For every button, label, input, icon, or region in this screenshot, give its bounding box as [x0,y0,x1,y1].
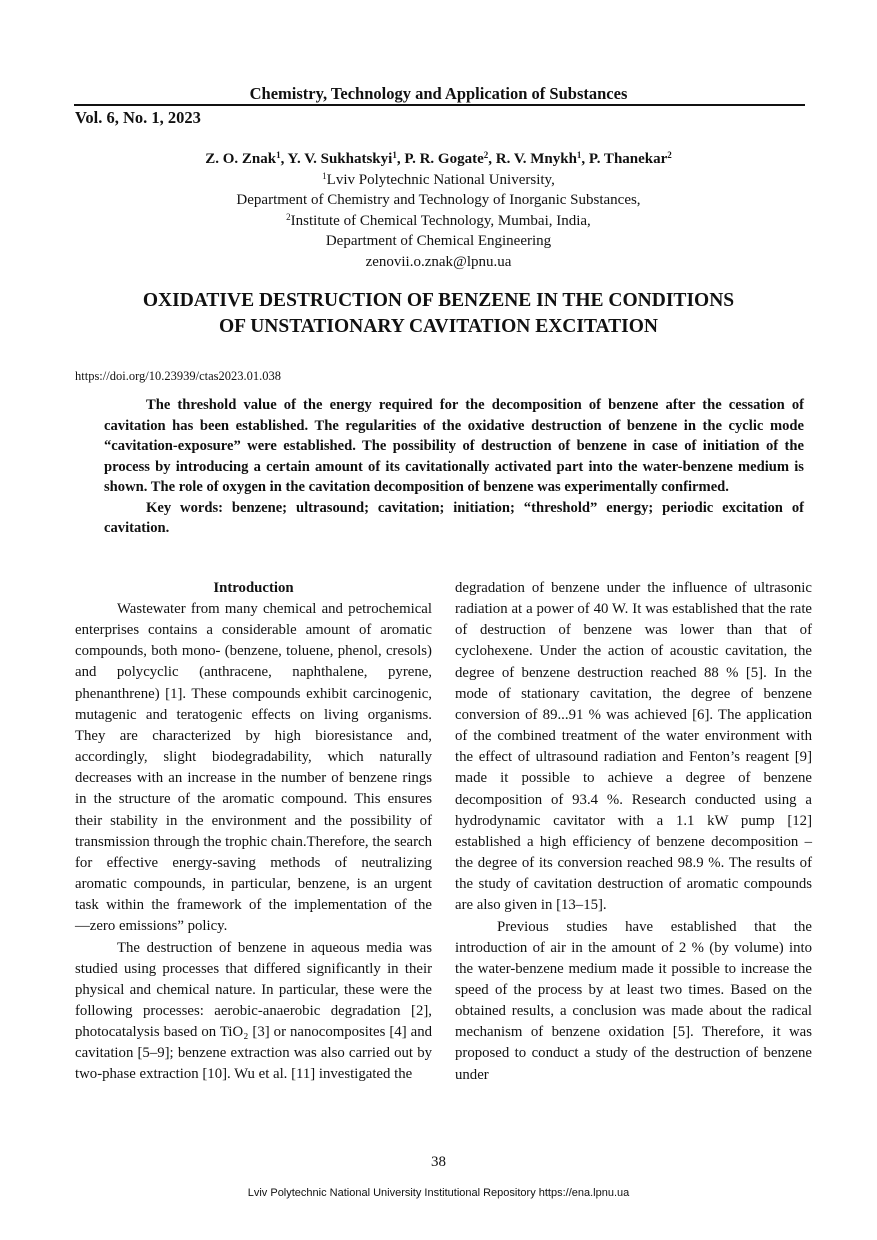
paragraph: The destruction of benzene in aqueous media was studied using processes that differed significantly in their physical and chemical nature. In particular, these were the following processes: aerobic-anaerobic degradation [2], photocatalysis based on TiO₂ [3] or nanocomposites [4] and cavitation [5–9]; benzene extraction was also carried out by two-phase extraction [10]. Wu et al. [11] investigated the [75,939,432,1083]
author-block [0,149,877,272]
author: P. Thanekar [588,151,668,167]
right-column [455,578,812,1086]
author: P. R. Gogate [404,151,484,167]
doi-link[interactable]: https://doi.org/10.23939/ctas2023.01.038 [75,369,282,383]
page-number: 38 [431,1154,446,1170]
affiliation-1 [0,170,877,191]
journal-title: Chemistry, Technology and Application of Substances [249,84,628,103]
abstract-text: The threshold value of the energy required for the decomposition of benzene after the cessation of cavitation has been established. The regularities of the oxidative destruction of benzene in the cyclic mode “cavitation-exposure” were established. The possibility of destruction of benzene in case of initiation of the process by introducing a certain amount of its cavitationally activated part into the water-benzene medium is shown. The role of oxygen in the cavitation decomposition of benzene was experimentally confirmed. [104,397,804,495]
author: Y. V. Sukhatskyi [287,151,393,167]
paragraph: Previous studies have established that the introduction of air in the amount of 2 % (by volume) into the water-benzene medium made it possible to increase the speed of the process by at least two times. Based on the obtained results, a conclusion was made about the radical mechanism of benzene oxidation [5]. Therefore, it was proposed to conduct a study of the destruction of benzene under [455,918,812,1083]
affiliation-mark: 1 [322,170,327,181]
title-line: OF UNSTATIONARY CAVITATION EXCITATION [218,316,659,337]
affiliation-2-dept: Department of Chemical Engineering [325,233,552,249]
author: R. V. Mnykh [495,151,577,167]
paragraph: Wastewater from many chemical and petrochemical enterprises contains a considerable amount of aromatic compounds, both mono- (benzene, toluene, phenol, cresols) and polycyclic (anthracene, naphthalene, pyrene, phenanthrene) [1]. These compounds exhibit carcinogenic, mutagenic and teratogenic effects on living organisms. They are characterized by high bioresistance and, accordingly, slight biodegradability, which naturally decreases with an increase in the number of benzene rings in the structure of the aromatic compound. This ensures their stability in the environment and the possibility of transmission through the trophic chain.Therefore, the search for effective energy-saving methods of neutralizing aromatic compounds, in particular, benzene, is an urgent task within the framework of the implementation of the ―zero emissions” policy. [75,601,432,935]
title-line: OXIDATIVE DESTRUCTION OF BENZENE IN THE CONDITIONS [142,290,735,311]
paragraph: degradation of benzene under the influence of ultrasonic radiation at a power of 40 W. It was established that the rate of destruction of benzene was lower than that of cyclohexene. Under the action of acoustic cavitation, the degree of benzene destruction reached 88 % [5]. In the mode of stationary cavitation, the degree of benzene conversion of 89...91 % was achieved [6]. The application of the combined treatment of the water environment with the effect of ultrasound radiation and Fenton’s reagent [9] made it possible to achieve a degree of benzene decomposition of 93.4 %. Research conducted using a hydrodynamic cavitator with a 1.1 kW pump [12] established a high efficiency of benzene decomposition – the degree of its conversion reached 98.9 %. The results of the study of cavitation destruction of aromatic compounds are also given in [13–15]. [455,580,812,914]
repository-footer: Lviv Polytechnic National University Institutional Repository https://ena.lpnu.ua [247,1187,630,1199]
keywords: Key words: benzene; ultrasound; cavitation; initiation; “threshold” energy; periodic excitation of cavitation. [104,499,804,536]
author-list: Z. O. Znak$^1$, Y. V. Sukhatskyi$^1$, P. R. Gogate$^2$, R. V. Mnykh$^1$, P. Thanekar$^2$ [205,150,672,167]
abstract [104,395,804,539]
section-heading-introduction: Introduction [213,580,294,596]
affiliation-mark: 2 [667,150,672,160]
volume-issue: Vol. 6, No. 1, 2023 [75,108,201,127]
affiliation-university: Lviv Polytechnic National University, [326,171,555,188]
article-title [0,288,877,340]
header-rule [74,104,805,106]
left-column [75,578,432,1086]
affiliation-institute: Institute of Chemical Technology, Mumbai, India, [290,212,591,229]
affiliation-mark: 2 [286,211,291,222]
affiliation-2 [0,211,877,232]
author: Z. O. Znak [205,151,277,167]
affiliation-1-dept: Department of Chemistry and Technology of Inorganic Substances, [236,192,641,208]
affiliation-mark: 1 [276,150,281,160]
affiliation-mark: 1 [576,150,582,160]
affiliation-mark: 2 [483,150,489,160]
author-email[interactable]: zenovii.o.znak@lpnu.ua [365,253,512,270]
affiliation-mark: 1 [392,150,397,160]
